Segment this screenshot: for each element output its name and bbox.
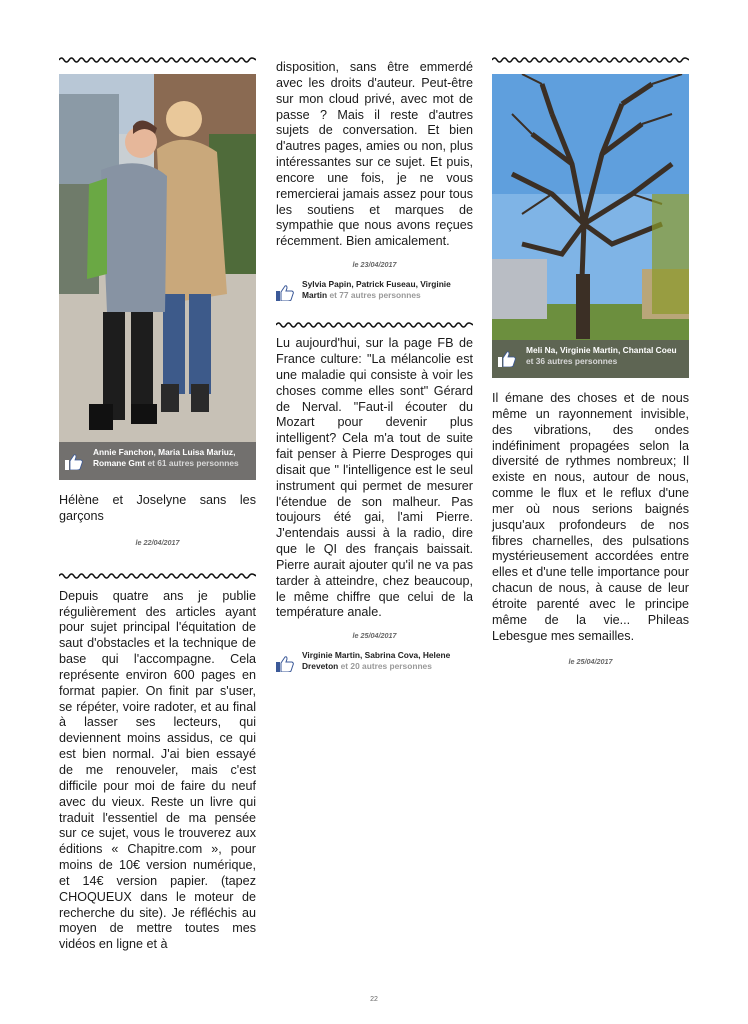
like-thumb-icon[interactable] [498, 351, 516, 367]
likes-names[interactable]: Virginie Martin, Sabrina Cova, Helene Dreveton [302, 650, 451, 671]
post-date: le 23/04/2017 [352, 260, 397, 270]
wavy-separator [59, 571, 256, 581]
caption-names[interactable]: Annie Fanchon, Maria Luisa Mariuz, Romane Gmt [93, 447, 236, 468]
photo-image [492, 74, 689, 378]
likes-others[interactable]: et 77 autres personnes [327, 289, 421, 300]
post-date: le 25/04/2017 [568, 656, 613, 666]
like-thumb-icon[interactable] [65, 454, 83, 470]
post-photo-tree[interactable] [492, 74, 689, 378]
wavy-separator [59, 55, 256, 65]
wavy-separator [276, 320, 473, 330]
post-date: le 22/04/2017 [135, 537, 180, 547]
likes-summary [276, 650, 473, 671]
column-1 [59, 55, 256, 953]
caption-others[interactable]: et 36 autres personnes [526, 356, 618, 366]
likes-names[interactable]: Sylvia Papin, Patrick Fuseau, Virginie Martin [302, 279, 451, 300]
post-text: Hélène et Joselyne sans les garçons [59, 493, 256, 523]
column-3 [492, 55, 689, 666]
page-number: 22 [370, 996, 378, 1003]
column-2 [276, 60, 473, 671]
photo-image [59, 74, 256, 480]
post-text: Il émane des choses et de nous même un rayonnement invisible, des vibrations, des ondes indéfiniment propagées selon la diversité de rythmes nombreux; Il existe en nous, autour de nous, comme le flux et le reflux d'une mer où nous serions baignés jusqu'aux profondeurs de nos fibres charnelles, des pulsations mystérieusement accordées entre elles et d'une telle importance pour chacun de nous, à cause de leur étroite parenté avec le principe même de la vie... Phileas Lebesgue mes semailles. [492, 391, 689, 643]
post-date: le 25/04/2017 [352, 631, 397, 641]
wavy-separator [492, 55, 689, 65]
post-text: Lu aujourd'hui, sur la page FB de France culture: "La mélancolie est une maladie qui consiste à voir les choses comme elles sont" Gérard de Nerval. "Faut-il écouter du Mozart pour devenir plus intelligent? Cela m'a tout de suite fait penser à Pierre Desproges qui disait que " l'intelligence est le seul instrument qui permet de mesurer l'étendue de son malheur. Pas toujours été gai, l'ami Pierre. J'entendais aussi à la radio, dire que le QI des français baissait. Pierre aurait ajouter qu'il ne va pas tarder à atteindre, chez beaucoup, le même chiffre que celui de la température anale. [276, 336, 473, 620]
likes-summary [276, 279, 473, 300]
photo-caption [59, 442, 256, 480]
like-thumb-icon[interactable] [276, 285, 294, 301]
likes-others[interactable]: et 20 autres personnes [338, 660, 432, 671]
photo-caption [492, 340, 689, 378]
caption-names[interactable]: Meli Na, Virginie Martin, Chantal Coeu [526, 345, 677, 355]
article-text-continued: disposition, sans être emmerdé avec les droits d'auteur. Peut-être sur mon cloud privé, avec mot de passe ? Mais il reste d'autres sujets de conversation. Et bien d'autres pages, amies ou non, plus intéressantes sur ce sujet. Et puis, encore une fois, je ne vous remercierai jamais assez pour tous les soutiens et marques de sympathie que nous avons reçues récemment. Bien amicalement. [276, 60, 473, 249]
post-photo-women[interactable] [59, 74, 256, 480]
article-text: Depuis quatre ans je publie régulièrement des articles ayant pour sujet principal l'équitation de saut d'obstacles et la technique de base qui l'accompagne. Cela représente environ 600 pages en format papier. On finit par s'user, se répéter, voire radoter, et au final à lasser ses lecteurs, qui deviennent moins assidus, ce qui est bien normal. J'ai bien essayé de me renouveler, mais c'est difficile pour moi de faire du neuf avec du vieux. Reste un livre qui traduit l'essentiel de ma pensée sur ce sujet, vous le trouverez aux éditions « Chapitre.com », pour moins de 10€ version numérique, et 14€ version papier. (tapez CHOQUEUX dans le moteur de recherche du site). Je réfléchis au moyen de mettre toutes mes vidéos en ligne et à [59, 588, 256, 952]
caption-others[interactable]: et 61 autres personnes [145, 458, 239, 468]
like-thumb-icon[interactable] [276, 656, 294, 672]
